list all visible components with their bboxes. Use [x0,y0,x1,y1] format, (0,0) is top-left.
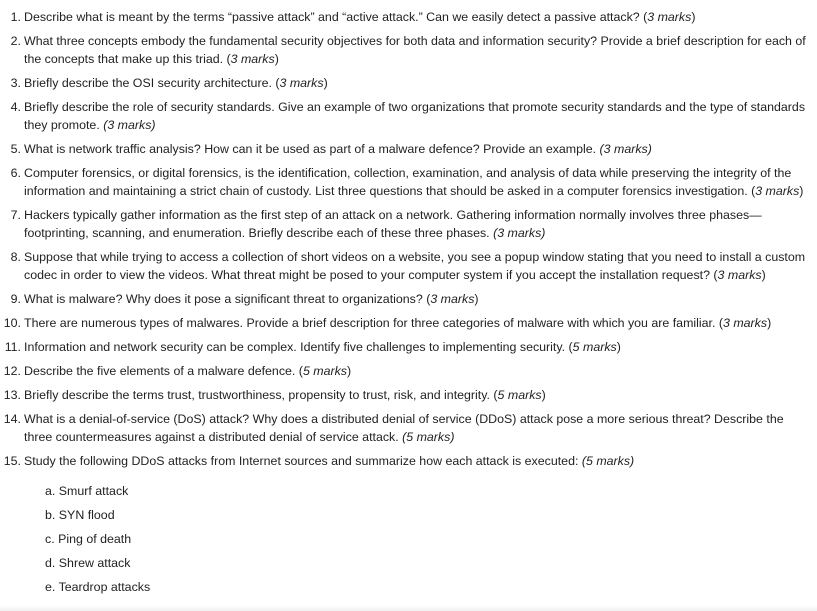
question-item [0,74,812,92]
question-number: 13. [3,388,21,402]
question-number: 4. [10,100,21,114]
question-text: Suppose that while trying to access a collection of short videos on a website, you see a popup window stating that you need to install a custom codec in order to view the videos. What threat might be posed to your computer system if you accept the installation request? ( [24,250,806,282]
question-number: 2. [10,34,21,48]
question-marks: 3 marks [717,268,762,282]
question-marks: 3 marks [647,10,692,24]
list-item-text: Smurf attack [58,484,129,498]
list-item-text: SYN flood [58,508,115,522]
list-item [45,554,150,578]
question-marks: (5 marks) [581,454,635,468]
question-text-end: ) [761,268,766,282]
question-text-end: ) [474,292,479,306]
question-number: 3. [10,76,21,90]
question-marks: (3 marks) [103,118,156,132]
question-marks: 3 marks [723,316,768,330]
list-item-letter: a. [45,484,56,498]
question-text: Briefly describe the OSI security architecture. ( [24,76,280,90]
question-marks: 3 marks [755,184,800,198]
question-item [0,410,812,446]
question-number: 1. [10,10,21,24]
question-number: 5. [10,142,21,156]
question-number: 12. [3,364,21,378]
question-text-end: ) [691,10,696,24]
question-list [0,8,812,476]
question-item [0,314,812,332]
question-number: 15. [3,454,21,468]
question-text: Describe the five elements of a malware defence. ( [24,364,303,378]
question-text: What is network traffic analysis? How can it be used as part of a malware defence? Provide an example. [24,142,600,156]
list-item-letter: c. [45,532,55,546]
question-text-end: ) [616,340,621,354]
question-item [0,362,812,380]
question-text-end: ) [274,52,279,66]
question-text: What is a denial-of-service (DoS) attack? Why does a distributed denial of service (DDoS) attack pose a more serious threat? Describe the three countermeasures against a distributed denial of service attack. [24,412,784,444]
question-item [0,32,812,68]
question-text: Study the following DDoS attacks from Internet sources and summarize how each attack is executed: [24,454,582,468]
question-text: Briefly describe the role of security standards. Give an example of two organizations that promote security standards and the type of standards they promote. [24,100,806,132]
list-item [45,578,150,602]
question-marks: (3 marks) [599,142,652,156]
question-text-end: ) [323,76,328,90]
question-text-end: ) [767,316,772,330]
list-item-letter: d. [45,556,56,570]
question-item [0,248,812,284]
question-text: What is malware? Why does it pose a significant threat to organizations? ( [24,292,431,306]
question-text: Hackers typically gather information as the first step of an attack on a network. Gathering information normally involves three phases—footprinting, scanning, and enumeration. Briefly describe each of these three phases. [24,208,762,240]
question-text: What three concepts embody the fundamental security objectives for both data and information security? Provide a brief description for each of the concepts that make up this triad. ( [24,34,806,66]
question-number: 8. [10,250,21,264]
question-number: 14. [3,412,21,426]
question-marks: 3 marks [279,76,324,90]
list-item-text: Shrew attack [58,556,131,570]
list-item [45,482,150,506]
question-text: Computer forensics, or digital forensics, is the identification, collection, examination, and analysis of data while preserving the integrity of the information and maintaining a strict chain of custody. List three questions that should be asked in a computer forensics investigation. ( [24,166,792,198]
question-marks: (3 marks) [493,226,546,240]
question-item [0,386,812,404]
question-item [0,8,812,26]
question-item [0,164,812,200]
question-marks: 5 marks [497,388,542,402]
question-text-end: ) [347,364,352,378]
list-item-letter: b. [45,508,56,522]
question-item [0,290,812,308]
question-marks: 5 marks [302,364,348,378]
ddos-attack-list [45,482,150,602]
question-item [0,98,812,134]
question-number: 11. [4,340,21,354]
question-marks: 3 marks [430,292,475,306]
question-item [0,338,812,356]
question-number: 10. [3,316,21,330]
list-item-text: Ping of death [58,532,132,546]
bottom-divider [0,605,817,611]
question-marks: 5 marks [572,340,617,354]
question-text-end: ) [541,388,546,402]
question-text: There are numerous types of malwares. Provide a brief description for three categories of malware with which you are familiar. ( [24,316,723,330]
question-item [0,140,812,158]
question-item [0,452,812,470]
list-item-text: Teardrop attacks [58,580,151,594]
list-item-letter: e. [45,580,56,594]
question-text: Describe what is meant by the terms “passive attack” and “active attack.” Can we easily detect a passive attack? ( [24,10,648,24]
question-text: Briefly describe the terms trust, trustworthiness, propensity to trust, risk, and integrity. ( [24,388,498,402]
list-item [45,530,150,554]
question-text-end: ) [799,184,804,198]
list-item [45,506,150,530]
question-marks: (5 marks) [402,430,455,444]
question-item [0,206,812,242]
question-number: 9. [10,292,21,306]
question-text: Information and network security can be complex. Identify five challenges to implementing security. ( [24,340,573,354]
question-number: 6. [10,166,21,180]
question-number: 7. [10,208,21,222]
question-marks: 3 marks [230,52,275,66]
